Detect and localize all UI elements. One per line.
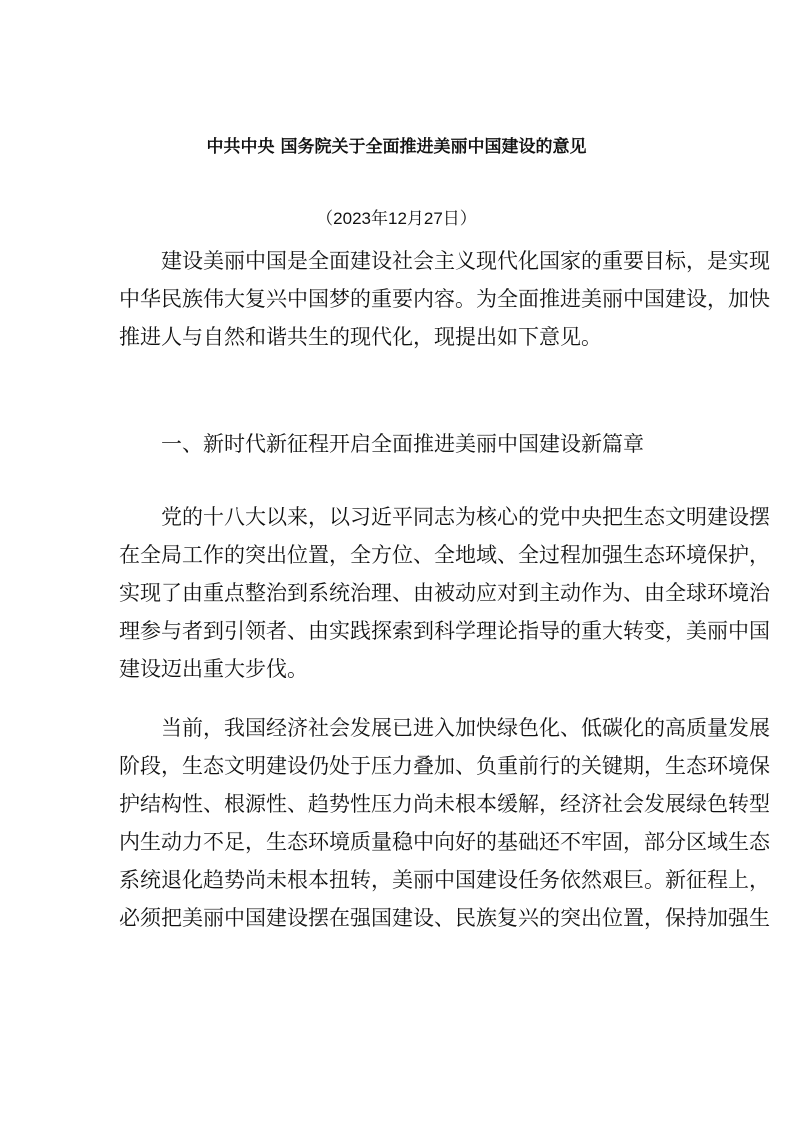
text-line: 系统退化趋势尚未根本扭转，美丽中国建设任务依然艰巨。新征程上，	[119, 868, 770, 892]
section-heading	[119, 425, 673, 463]
text-line: 理参与者到引领者、由实践探索到科学理论指导的重大转变，美丽中国	[119, 619, 770, 643]
text-line: 实现了由重点整治到系统治理、由被动应对到主动作为、由全球环境治	[119, 581, 770, 605]
section-heading-text: 一、新时代新征程开启全面推进美丽中国建设新篇章	[161, 432, 644, 456]
paragraph-current-situation	[119, 709, 770, 937]
text-line: 内生动力不足，生态环境质量稳中向好的基础还不牢固，部分区域生态	[119, 830, 770, 854]
text-line: 建设迈出重大步伐。	[119, 657, 308, 681]
text-line: 在全局工作的突出位置，全方位、全地域、全过程加强生态环境保护，	[119, 543, 770, 567]
text-line: 推进人与自然和谐共生的现代化，现提出如下意见。	[119, 325, 602, 349]
document-title: 中共中央 国务院关于全面推进美丽中国建设的意见	[206, 137, 587, 157]
text-line: 必须把美丽中国建设摆在强国建设、民族复兴的突出位置，保持加强生	[119, 906, 770, 930]
paragraph-intro	[119, 242, 770, 356]
text-line: 党的十八大以来，以习近平同志为核心的党中央把生态文明建设摆	[161, 505, 770, 529]
text-line: 中华民族伟大复兴中国梦的重要内容。为全面推进美丽中国建设，加快	[119, 287, 770, 311]
text-line: 建设美丽中国是全面建设社会主义现代化国家的重要目标，是实现	[161, 249, 770, 273]
text-line: 阶段，生态文明建设仍处于压力叠加、负重前行的关键期，生态环境保	[119, 754, 770, 778]
text-line: 当前，我国经济社会发展已进入加快绿色化、低碳化的高质量发展	[161, 716, 770, 740]
document-date: （2023年12月27日）	[316, 209, 477, 228]
text-line: 护结构性、根源性、趋势性压力尚未根本缓解，经济社会发展绿色转型	[119, 792, 770, 816]
paragraph-achievements	[119, 498, 770, 688]
